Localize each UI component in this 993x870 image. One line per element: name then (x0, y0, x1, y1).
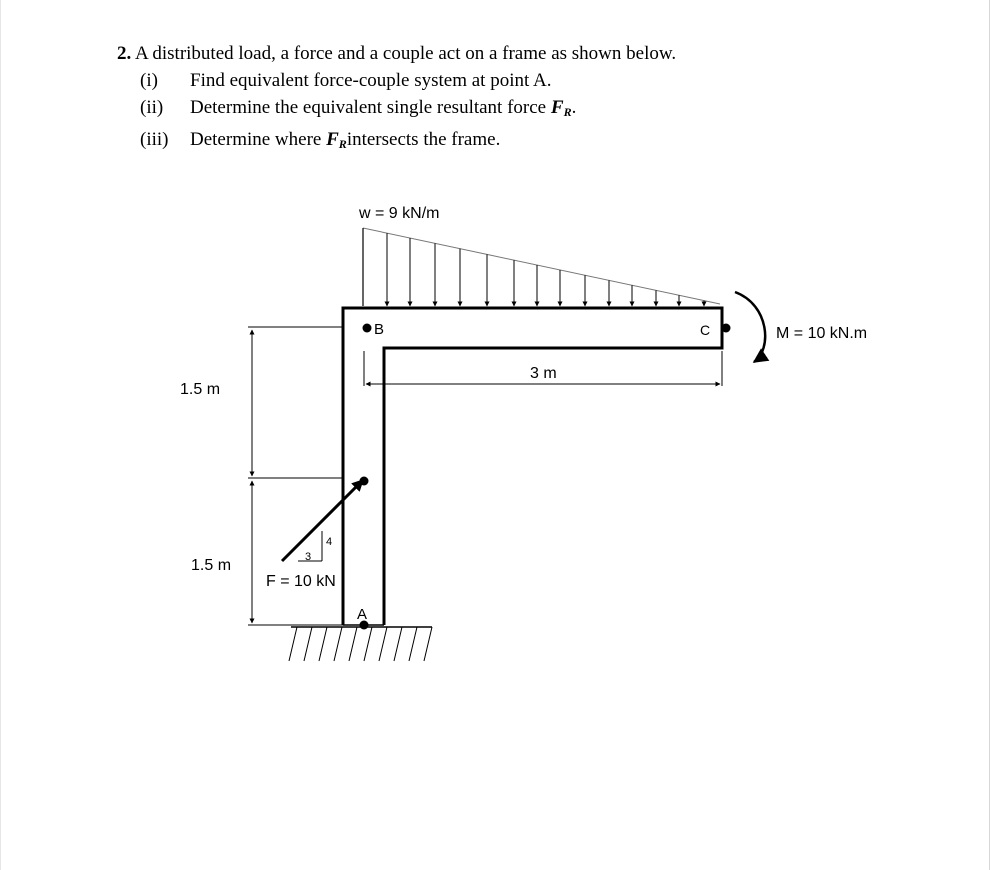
point-a-label: A (357, 606, 368, 623)
point-b-label: B (374, 321, 385, 338)
problem-number: 2. (117, 43, 132, 64)
slope-vertical-label: 4 (326, 536, 333, 548)
couple-moment (735, 292, 765, 362)
part-label: (iii) (140, 129, 169, 150)
hatch-line (394, 627, 402, 661)
hatch-line (334, 627, 342, 661)
hatch-line (379, 627, 387, 661)
fixed-support (289, 627, 432, 661)
part-text: Find equivalent force-couple system at point A. (190, 70, 552, 91)
force-application-dot (360, 477, 369, 486)
part-label: (ii) (140, 97, 164, 118)
load-arrows (387, 233, 704, 306)
symbol-subscript: R (563, 105, 572, 119)
slope-horizontal-label: 3 (305, 551, 312, 563)
point-b-dot (363, 324, 372, 333)
problem-statement: A distributed load, a force and a couple act on a frame as shown below. (134, 43, 677, 64)
hatch-line (424, 627, 432, 661)
load-envelope (363, 228, 720, 304)
frame-outline (343, 308, 722, 625)
span-label: 3 m (530, 365, 557, 382)
inclined-force (282, 477, 369, 562)
distributed-load (363, 228, 720, 306)
hatch-line (364, 627, 372, 661)
force-label: F = 10 kN (266, 573, 336, 590)
height-upper-label: 1.5 m (180, 381, 221, 398)
symbol-letter: F (326, 129, 339, 150)
hatch-line (319, 627, 327, 661)
moment-arc (735, 292, 765, 362)
hatch-line (349, 627, 357, 661)
height-lower-label: 1.5 m (191, 557, 232, 574)
frame (343, 308, 722, 625)
part-text-after: . (571, 97, 577, 118)
part-text-after: intersects the frame. (346, 129, 501, 150)
hatch-line (304, 627, 312, 661)
load-label: w = 9 kN/m (359, 205, 440, 222)
symbol-subscript: R (338, 137, 347, 151)
point-c-dot (722, 324, 731, 333)
hatch-line (409, 627, 417, 661)
part-label: (i) (140, 70, 158, 91)
part-text: Determine the equivalent single resultant force (190, 97, 551, 118)
part-text: Determine where (190, 129, 327, 150)
symbol-letter: F (550, 97, 564, 118)
hatch-line (289, 627, 297, 661)
moment-label: M = 10 kN.m (776, 325, 868, 342)
ground-hatching (289, 627, 432, 661)
point-c-label: C (700, 322, 711, 338)
